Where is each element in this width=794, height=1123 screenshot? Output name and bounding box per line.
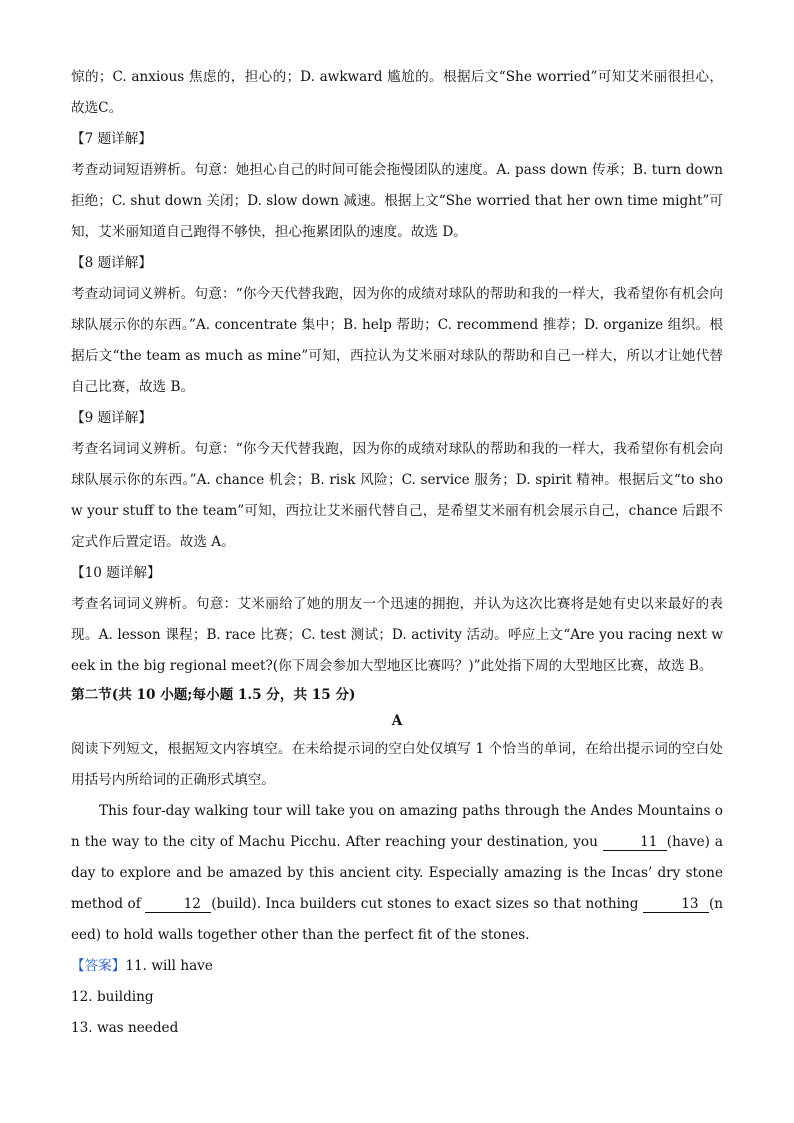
q8-explanation: 考查动词词义辨析。句意：“你今天代替我跑，因为你的成绩对球队的帮助和我的一样大，我希望你有机会向球队展示你的东西。”A. concentrate 集中；B. help 帮助；C. recommend 推荐；D. organize 组织。根据后文“the team as much as mine”可知，西拉认为艾米丽对球队的帮助和自己一样大，所以才让她代替自己比赛，故选 B。 bbox=[71, 286, 723, 395]
document-page bbox=[71, 62, 723, 1044]
reading-passage bbox=[71, 796, 723, 951]
q7-explanation: 考查动词短语辨析。句意：她担心自己的时间可能会拖慢团队的速度。A. pass down 传承；B. turn down 拒绝；C. shut down 关闭；D. slow down 减速。根据上文“She worried that her own time might”可知，艾米丽知道自己跑得不够快，担心拖累团队的速度。故选 D。 bbox=[71, 162, 723, 240]
blank-11: 11 bbox=[603, 834, 667, 851]
blank-13: 13 bbox=[643, 896, 709, 913]
answer-11-text: 11. will have bbox=[125, 958, 213, 974]
q10-explanation: 考查名词词义辨析。句意：艾米丽给了她的朋友一个迅速的拥抱，并认为这次比赛将是她有史以来最好的表现。A. lesson 课程；B. race 比赛；C. test 测试；D. activity 活动。呼应上文“Are you racing next week in the big regional meet?(你下周会参加大型地区比赛吗？)”此处指下周的大型地区比赛，故选 B。 bbox=[71, 596, 723, 674]
blank-12: 12 bbox=[145, 896, 211, 913]
q9-explanation: 考查名词词义辨析。句意：“你今天代替我跑，因为你的成绩对球队的帮助和我的一样大，我希望你有机会向球队展示你的东西。”A. chance 机会；B. risk 风险；C. service 服务；D. spirit 精神。根据后文“to show your stuff to the team”可知，西拉让艾米丽代替自己，是希望艾米丽有机会展示自己，chance 后跟不定式作后置定语。故选 A。 bbox=[71, 441, 724, 550]
answer-label: 【答案】 bbox=[71, 958, 126, 974]
passage-text: (have) a day to explore and be amazed by this ancient city. Especially amazing is the Incas’ dry stone method of bbox=[71, 834, 723, 912]
passage-text: (need) to hold walls together other than the perfect fit of the stones. bbox=[71, 896, 723, 943]
passage-text: (build). Inca builders cut stones to exact sizes so that nothing bbox=[211, 896, 643, 912]
instructions: 阅读下列短文，根据短文内容填空。在未给提示词的空白处仅填写 1 个恰当的单词，在给出提示词的空白处用括号内所给词的正确形式填空。 bbox=[71, 741, 723, 788]
q7-heading: 【7 题详解】 bbox=[71, 131, 152, 147]
answer-13: 13. was needed bbox=[71, 1020, 179, 1036]
q8-heading: 【8 题详解】 bbox=[71, 255, 152, 271]
intro-paragraph: 惊的；C. anxious 焦虑的，担心的；D. awkward 尴尬的。根据后文“She worried”可知艾米丽很担心，故选C。 bbox=[71, 69, 723, 116]
q10-heading: 【10 题详解】 bbox=[71, 565, 161, 581]
answer-12: 12. building bbox=[71, 989, 154, 1005]
q9-heading: 【9 题详解】 bbox=[71, 410, 152, 426]
section-title: 第二节(共 10 小题;每小题 1.5 分，共 15 分) bbox=[71, 687, 356, 703]
answer-11 bbox=[71, 951, 723, 982]
part-title: A bbox=[391, 713, 403, 729]
passage-text: This four-day walking tour will take you on amazing paths through the Andes Mountains on the way to the city of Machu Picchu. After reaching your destination, you bbox=[71, 803, 723, 850]
